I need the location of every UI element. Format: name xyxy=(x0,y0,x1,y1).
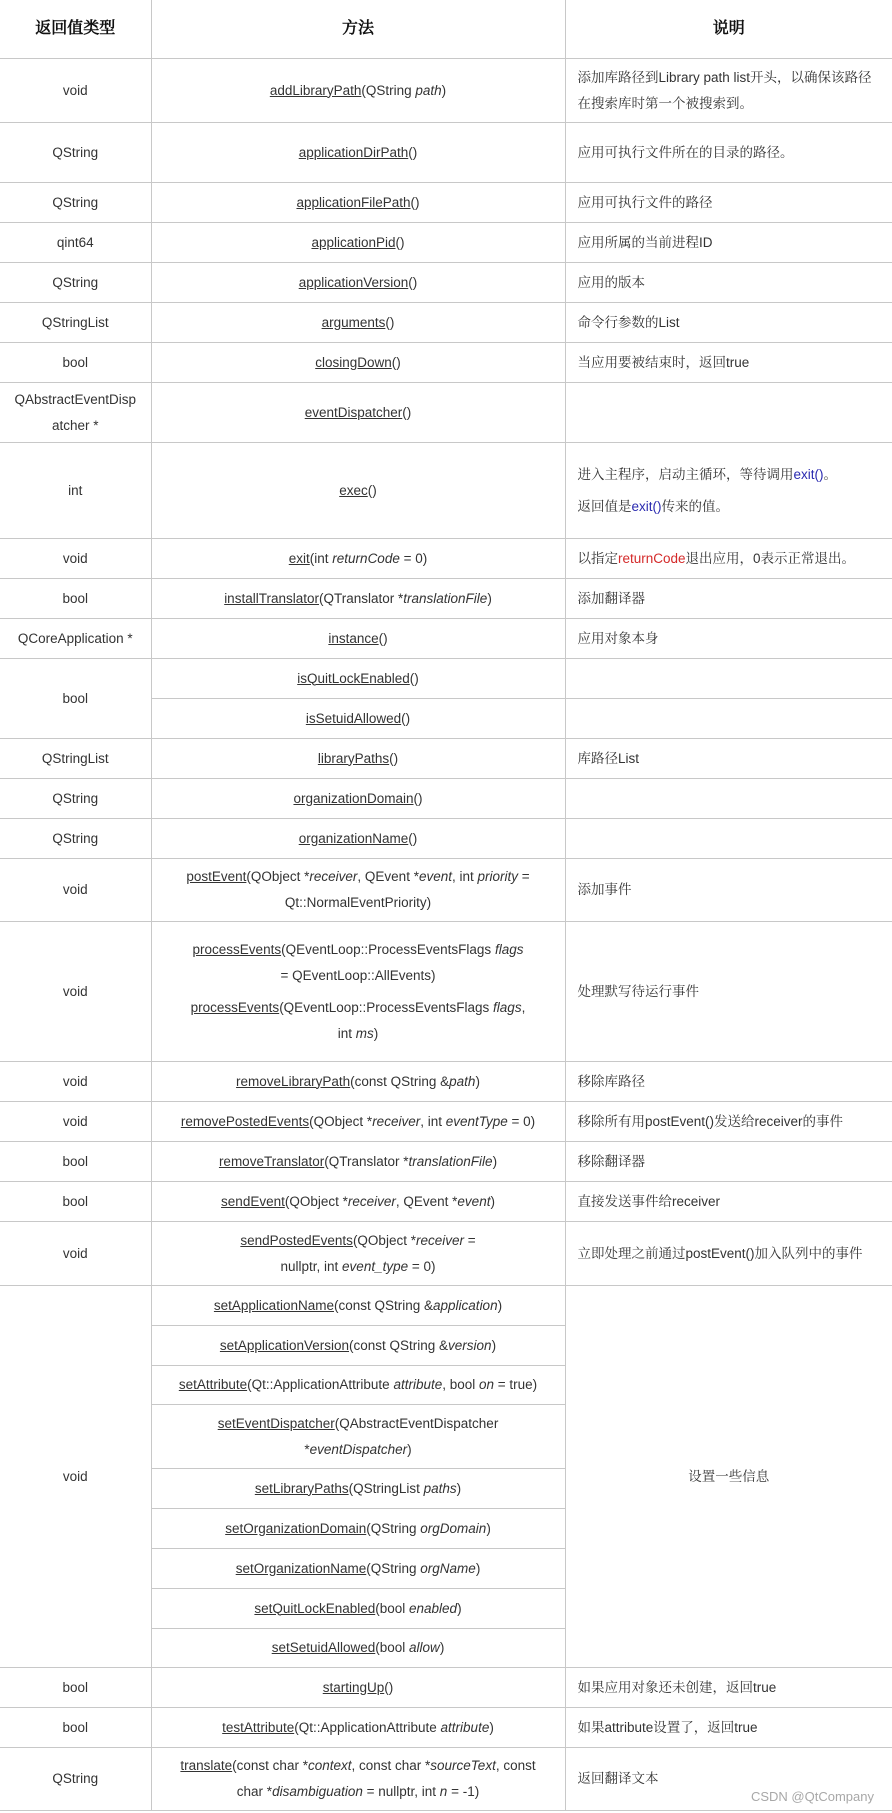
table-row xyxy=(0,59,892,123)
return-type: bool xyxy=(0,1142,151,1182)
signature-text: (QStringList xyxy=(348,1480,424,1496)
header-description: 说明 xyxy=(565,0,892,59)
signature-text: ) xyxy=(457,1600,462,1616)
method-link[interactable]: removeTranslator xyxy=(218,1153,325,1169)
table-row xyxy=(0,183,892,223)
method-signature xyxy=(151,223,565,263)
param-name: disambiguation xyxy=(272,1784,363,1799)
description-text: 传来的值。 xyxy=(661,498,729,514)
signature-text: (QObject * xyxy=(352,1232,416,1248)
description: 处理默写待运行事件 xyxy=(565,922,892,1062)
description xyxy=(565,779,892,819)
param-name: event xyxy=(418,869,452,884)
method-signature xyxy=(151,859,565,922)
return-type: bool xyxy=(0,659,151,739)
param-name: priority xyxy=(477,869,519,884)
param-name: path xyxy=(415,82,442,98)
table-row xyxy=(0,819,892,859)
table-row xyxy=(0,779,892,819)
param-name: receiver xyxy=(309,869,358,884)
method-link[interactable]: processEvents xyxy=(192,941,282,957)
method-signature xyxy=(151,539,565,579)
signature-text: ) xyxy=(489,1719,494,1735)
description xyxy=(565,383,892,443)
return-type: QString xyxy=(0,263,151,303)
description: 添加事件 xyxy=(565,859,892,922)
method-link[interactable]: closingDown xyxy=(315,354,392,370)
description: 当应用要被结束时，返回true xyxy=(565,343,892,383)
table-row xyxy=(0,303,892,343)
table-row xyxy=(0,859,892,922)
param-name: flags xyxy=(493,999,522,1015)
method-signature xyxy=(151,263,565,303)
table-row xyxy=(0,123,892,183)
description: 应用可执行文件所在的目录的路径。 xyxy=(565,123,892,183)
param-name: enabled xyxy=(409,1600,458,1616)
description-text: 返回值是 xyxy=(577,498,632,514)
param-name: receiver xyxy=(347,1193,396,1209)
table-row xyxy=(0,579,892,619)
table-row xyxy=(0,922,892,1062)
param-name: translationFile xyxy=(408,1153,493,1169)
signature-text: ) xyxy=(441,82,447,98)
return-type: QString xyxy=(0,183,151,223)
return-type: QStringList xyxy=(0,303,151,343)
table-row xyxy=(0,1142,892,1182)
param-name: flags xyxy=(494,941,524,957)
description-text: 进入主程序，启动主循环，等待调用 xyxy=(577,466,794,482)
param-name: ms xyxy=(355,1025,374,1041)
description: 如果应用对象还未创建，返回true xyxy=(565,1668,892,1708)
description-text: 以指定 xyxy=(577,550,618,566)
method-link[interactable]: setSetuidAllowed xyxy=(271,1640,376,1655)
method-signature xyxy=(151,1286,565,1326)
description-line xyxy=(578,494,881,520)
method-signature xyxy=(151,183,565,223)
table-row xyxy=(0,1182,892,1222)
method-signature xyxy=(151,443,565,539)
method-link[interactable]: addLibraryPath xyxy=(269,82,362,98)
method-link[interactable]: startingUp xyxy=(322,1679,385,1695)
signature-text: (QString xyxy=(361,82,416,98)
method-signature xyxy=(151,699,565,739)
param-name: receiver xyxy=(415,1232,464,1248)
table-row xyxy=(0,223,892,263)
method-link[interactable]: applicationPid xyxy=(311,234,396,250)
highlight-param: returnCode xyxy=(618,550,686,566)
method-signature xyxy=(151,922,565,1062)
description: 命令行参数的List xyxy=(565,303,892,343)
method-signature xyxy=(151,1142,565,1182)
method-link[interactable]: applicationDirPath xyxy=(298,144,409,160)
method-link[interactable]: processEvents xyxy=(190,999,280,1015)
return-type: void xyxy=(0,1102,151,1142)
table-row xyxy=(0,1222,892,1286)
method-signature xyxy=(151,779,565,819)
param-name: attribute xyxy=(393,1377,443,1392)
method-signature xyxy=(151,1062,565,1102)
return-type: bool xyxy=(0,1668,151,1708)
signature-text: (const char * xyxy=(232,1758,308,1773)
signature-text: (QTranslator * xyxy=(324,1153,409,1169)
table-row xyxy=(0,343,892,383)
method-link[interactable]: setEventDispatcher xyxy=(217,1415,335,1431)
method-signature xyxy=(151,1222,565,1286)
description: 移除翻译器 xyxy=(565,1142,892,1182)
method-link[interactable]: instance xyxy=(328,630,379,646)
signature-text: (QString xyxy=(366,1560,421,1576)
description-line xyxy=(578,462,881,488)
exit-link[interactable]: exit() xyxy=(631,498,662,514)
signature-text: () xyxy=(391,354,401,370)
method-signature xyxy=(151,303,565,343)
signature-text: = 0) xyxy=(507,1113,536,1129)
signature-text: (Qt::ApplicationAttribute xyxy=(294,1719,441,1735)
return-type: void xyxy=(0,1222,151,1286)
signature-text: (int xyxy=(309,550,333,566)
method-link[interactable]: sendEvent xyxy=(221,1193,285,1209)
return-type: void xyxy=(0,59,151,123)
signature-text: ) xyxy=(456,1480,462,1496)
signature-text: () xyxy=(395,234,405,250)
signature-text: = 0) xyxy=(399,550,428,566)
return-type: qint64 xyxy=(0,223,151,263)
method-link[interactable]: eventDispatcher xyxy=(304,404,403,420)
signature-text: ) xyxy=(497,1297,503,1313)
method-link[interactable]: setOrganizationDomain xyxy=(225,1520,367,1536)
signature-text: () xyxy=(408,274,418,290)
description: 应用对象本身 xyxy=(565,619,892,659)
table-row xyxy=(0,619,892,659)
method-signature xyxy=(151,619,565,659)
param-name: path xyxy=(449,1073,476,1089)
csdn-watermark: CSDN @QtCompany xyxy=(750,1789,874,1804)
return-type: QString xyxy=(0,123,151,183)
description xyxy=(565,539,892,579)
signature-text: ) xyxy=(487,590,492,606)
method-link[interactable]: setApplicationName xyxy=(213,1297,334,1313)
signature-text: (bool xyxy=(375,1600,410,1616)
param-name: sourceText xyxy=(430,1758,496,1773)
signature-text: () xyxy=(384,1679,394,1695)
signature-text: , int xyxy=(451,869,478,884)
param-name: orgName xyxy=(420,1560,476,1576)
signature-text: (const QString & xyxy=(349,1337,449,1353)
method-link[interactable]: setQuitLockEnabled xyxy=(254,1600,376,1616)
return-type: void xyxy=(0,1286,151,1668)
param-name: on xyxy=(479,1377,495,1392)
method-signature xyxy=(151,1326,565,1366)
signature-text: (bool xyxy=(375,1640,410,1655)
header-row xyxy=(0,0,892,59)
return-type: QStringList xyxy=(0,739,151,779)
signature-text: (const QString & xyxy=(350,1073,450,1089)
description xyxy=(565,443,892,539)
signature-text: (QObject * xyxy=(284,1193,348,1209)
description: 如果attribute设置了，返回true xyxy=(565,1708,892,1748)
param-name: eventType xyxy=(445,1113,508,1129)
method-signature xyxy=(151,819,565,859)
signature-text: ) xyxy=(407,1441,412,1457)
method-link[interactable]: organizationDomain xyxy=(293,790,414,806)
signature-text: () xyxy=(413,790,423,806)
signature-text: , QEvent * xyxy=(395,1193,458,1209)
param-name: orgDomain xyxy=(420,1520,487,1536)
method-link[interactable]: translate xyxy=(180,1758,233,1773)
return-type: QString xyxy=(0,779,151,819)
method-signature xyxy=(151,1366,565,1405)
method-link[interactable]: setAttribute xyxy=(178,1377,248,1392)
signature-text: (QObject * xyxy=(246,869,310,884)
return-type: bool xyxy=(0,343,151,383)
signature-text: ) xyxy=(492,1153,498,1169)
table-row xyxy=(0,443,892,539)
signature-text: = -1) xyxy=(447,1784,480,1799)
return-type: QCoreApplication * xyxy=(0,619,151,659)
method-signature xyxy=(151,383,565,443)
description xyxy=(565,659,892,699)
method-link[interactable]: arguments xyxy=(321,314,386,330)
exit-link[interactable]: exit() xyxy=(793,466,824,482)
signature-text: () xyxy=(409,670,419,686)
param-name: attribute xyxy=(440,1719,490,1735)
table-row xyxy=(0,739,892,779)
description xyxy=(565,819,892,859)
return-type: void xyxy=(0,539,151,579)
signature-text: () xyxy=(367,482,377,498)
param-name: returnCode xyxy=(332,550,400,566)
signature-text: (QString xyxy=(366,1520,421,1536)
method-signature xyxy=(151,739,565,779)
description: 应用的版本 xyxy=(565,263,892,303)
signature-text: () xyxy=(402,404,412,420)
method-signature xyxy=(151,1509,565,1549)
signature-text: ) xyxy=(475,1073,480,1089)
param-name: paths xyxy=(423,1480,457,1496)
signature-text: ) xyxy=(491,1337,497,1353)
signature-text: () xyxy=(401,710,411,726)
return-type: bool xyxy=(0,1182,151,1222)
table-row xyxy=(0,1668,892,1708)
method-link[interactable]: postEvent xyxy=(186,869,247,884)
method-signature xyxy=(151,1469,565,1509)
signature-text: ) xyxy=(373,1025,379,1041)
method-link[interactable]: applicationFilePath xyxy=(296,194,411,210)
method-link[interactable]: sendPostedEvents xyxy=(240,1232,353,1248)
method-link[interactable]: exec xyxy=(339,482,368,498)
method-link[interactable]: exit xyxy=(288,550,310,566)
method-signature xyxy=(151,1708,565,1748)
table-row xyxy=(0,659,892,699)
description xyxy=(565,699,892,739)
param-name: eventDispatcher xyxy=(309,1441,408,1457)
table-row xyxy=(0,1102,892,1142)
signature-text: , QEvent * xyxy=(357,869,419,884)
signature-text: (const QString & xyxy=(333,1297,434,1313)
method-signature xyxy=(151,1629,565,1668)
method-signature xyxy=(151,1549,565,1589)
method-signature xyxy=(151,1668,565,1708)
signature-text: = true) xyxy=(494,1377,538,1392)
signature-text: ) xyxy=(486,1520,491,1536)
description: 添加库路径到Library path list开头，以确保该路径在搜索库时第一个被搜索到。 xyxy=(565,59,892,123)
method-link[interactable]: removePostedEvents xyxy=(180,1113,310,1129)
signature-text: (QEventLoop::ProcessEventsFlags xyxy=(279,999,494,1015)
method-signature xyxy=(151,1102,565,1142)
method-link[interactable]: isSetuidAllowed xyxy=(305,710,402,726)
description: 应用所属的当前进程ID xyxy=(565,223,892,263)
signature-text: () xyxy=(408,830,418,846)
description: 应用可执行文件的路径 xyxy=(565,183,892,223)
signature-text: , const char * xyxy=(351,1758,431,1773)
return-type: void xyxy=(0,859,151,922)
return-type: QString xyxy=(0,1748,151,1811)
description: 移除库路径 xyxy=(565,1062,892,1102)
description: 返回翻译文本 xyxy=(565,1748,892,1811)
method-signature xyxy=(151,1182,565,1222)
method-link[interactable]: organizationName xyxy=(298,830,409,846)
method-signature xyxy=(151,1405,565,1469)
param-name: translationFile xyxy=(403,590,488,606)
table-row xyxy=(0,539,892,579)
method-link[interactable]: libraryPaths xyxy=(317,750,390,766)
signature-text: (QAbstractEventDispatcher * xyxy=(304,1415,499,1457)
method-signature xyxy=(151,1589,565,1629)
signature-text: (QEventLoop::ProcessEventsFlags xyxy=(281,941,495,957)
table-row xyxy=(0,1286,892,1326)
signature-text: (Qt::ApplicationAttribute xyxy=(247,1377,394,1392)
param-name: application xyxy=(433,1297,498,1313)
overload-signature xyxy=(164,995,553,1047)
method-signature xyxy=(151,343,565,383)
method-link[interactable]: isQuitLockEnabled xyxy=(297,670,410,686)
method-link[interactable]: testAttribute xyxy=(222,1719,295,1735)
param-name: allow xyxy=(409,1640,440,1655)
signature-text: , bool xyxy=(442,1377,479,1392)
header-method: 方法 xyxy=(151,0,565,59)
return-type: QAbstractEventDispatcher * xyxy=(0,383,151,443)
param-name: n xyxy=(439,1784,448,1799)
overload-signature xyxy=(164,937,553,989)
return-type: bool xyxy=(0,579,151,619)
signature-text: = 0) xyxy=(408,1258,436,1274)
table-row xyxy=(0,1708,892,1748)
return-type: int xyxy=(0,443,151,539)
return-type: void xyxy=(0,922,151,1062)
signature-text: = nullptr, int xyxy=(362,1784,440,1799)
description: 设置一些信息 xyxy=(565,1286,892,1668)
signature-text: () xyxy=(389,750,399,766)
description-text: 退出应用，0表示正常退出。 xyxy=(685,550,856,566)
signature-text: = Qt::NormalEventPriority) xyxy=(284,869,530,910)
param-name: context xyxy=(307,1758,352,1773)
signature-text: ) xyxy=(490,1193,495,1209)
signature-text: () xyxy=(410,194,420,210)
param-name: event xyxy=(457,1193,491,1209)
return-type: void xyxy=(0,1062,151,1102)
param-name: receiver xyxy=(372,1113,421,1129)
param-name: event_type xyxy=(342,1258,409,1274)
method-link[interactable]: setLibraryPaths xyxy=(254,1480,349,1496)
method-signature xyxy=(151,659,565,699)
return-type: bool xyxy=(0,1708,151,1748)
table-row xyxy=(0,1062,892,1102)
signature-text: ) xyxy=(475,1560,481,1576)
signature-text: (QObject * xyxy=(309,1113,373,1129)
method-signature xyxy=(151,579,565,619)
method-signature xyxy=(151,123,565,183)
signature-text: = QEventLoop::AllEvents) xyxy=(280,967,436,983)
description: 立即处理之前通过postEvent()加入队列中的事件 xyxy=(565,1222,892,1286)
table-row xyxy=(0,263,892,303)
signature-text: , int xyxy=(420,1113,446,1129)
description: 直接发送事件给receiver xyxy=(565,1182,892,1222)
method-signature xyxy=(151,59,565,123)
signature-text: ) xyxy=(439,1640,445,1655)
method-link[interactable]: installTranslator xyxy=(224,590,319,606)
signature-text: () xyxy=(408,144,418,160)
signature-text: (QTranslator * xyxy=(318,590,404,606)
method-link[interactable]: removeLibraryPath xyxy=(236,1073,351,1089)
method-link[interactable]: applicationVersion xyxy=(298,274,409,290)
return-type: QString xyxy=(0,819,151,859)
table-row xyxy=(0,383,892,443)
signature-text: () xyxy=(385,314,395,330)
signature-text: , const char * xyxy=(236,1758,536,1799)
method-link[interactable]: setApplicationVersion xyxy=(219,1337,349,1353)
signature-text: , int xyxy=(337,999,526,1041)
signature-text: () xyxy=(378,630,388,646)
method-link[interactable]: setOrganizationName xyxy=(235,1560,367,1576)
description: 移除所有用postEvent()发送给receiver的事件 xyxy=(565,1102,892,1142)
signature-text: = nullptr, int xyxy=(280,1232,476,1274)
description-text: 。 xyxy=(823,466,837,482)
header-return-type: 返回值类型 xyxy=(0,0,151,59)
description: 库路径List xyxy=(565,739,892,779)
method-signature xyxy=(151,1748,565,1811)
description: 添加翻译器 xyxy=(565,579,892,619)
param-name: version xyxy=(448,1337,492,1353)
